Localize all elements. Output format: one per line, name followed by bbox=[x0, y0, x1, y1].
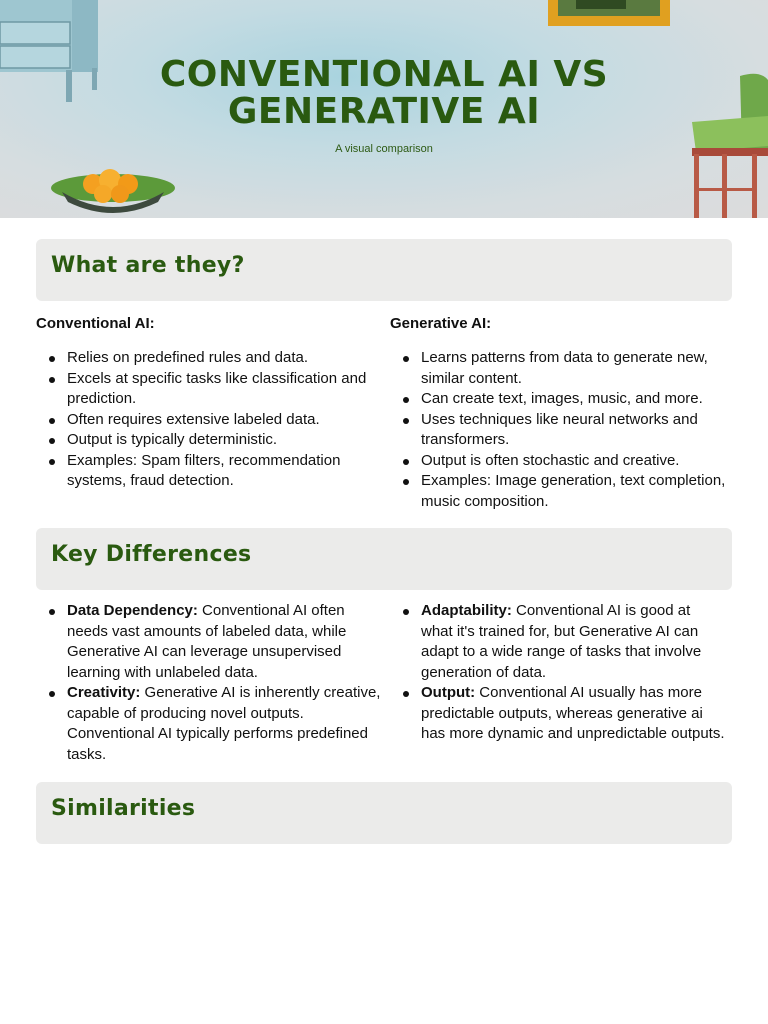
list-item: Can create text, images, music, and more. bbox=[390, 389, 730, 410]
list-item bbox=[36, 601, 386, 683]
list-item: Examples: Spam filters, recommendation systems, fraud detection. bbox=[36, 451, 386, 492]
item-text: Conventional AI is good at what it's trained for, but Generative AI can adapt to a wide range of tasks that involve generation of data. bbox=[421, 602, 702, 681]
list-item: Excels at specific tasks like classification and prediction. bbox=[36, 369, 386, 410]
page-subtitle: A visual comparison bbox=[335, 143, 433, 155]
list-item: Output is often stochastic and creative. bbox=[390, 451, 730, 472]
section-header-what bbox=[36, 239, 732, 301]
list-item: Often requires extensive labeled data. bbox=[36, 410, 386, 431]
conventional-ai-list bbox=[36, 348, 386, 492]
generative-ai-list bbox=[390, 348, 730, 512]
list-item: Examples: Image generation, text completion, music composition. bbox=[390, 471, 730, 512]
item-text: Conventional AI usually has more predictable outputs, whereas generative ai has more dynamic and unpredictable outputs. bbox=[421, 684, 725, 742]
section-title: Similarities bbox=[51, 796, 196, 821]
picture-frame-illustration bbox=[546, 0, 672, 28]
item-text: Generative AI is inherently creative, capable of producing novel outputs. Conventional AI typically performs predefined tasks. bbox=[67, 684, 381, 763]
section-header-similarities bbox=[36, 782, 732, 844]
list-item: Uses techniques like neural networks and transformers. bbox=[390, 410, 730, 451]
section-title: What are they? bbox=[51, 253, 245, 278]
item-label: Creativity: bbox=[67, 684, 141, 701]
differences-left-list bbox=[36, 601, 386, 765]
item-label: Output: bbox=[421, 684, 476, 701]
item-text: Conventional AI often needs vast amounts of labeled data, while Generative AI can leverage unsupervised learning with unlabeled data. bbox=[67, 602, 347, 681]
list-item: Learns patterns from data to generate new, similar content. bbox=[390, 348, 730, 389]
section-title: Key Differences bbox=[51, 542, 252, 567]
list-item bbox=[390, 601, 725, 683]
list-item bbox=[390, 683, 725, 745]
list-item bbox=[36, 683, 386, 765]
generative-ai-heading: Generative AI: bbox=[390, 315, 492, 332]
item-label: Data Dependency: bbox=[67, 602, 198, 619]
section-header-differences bbox=[36, 528, 732, 590]
fruit-bowl-illustration bbox=[48, 166, 178, 218]
list-item: Relies on predefined rules and data. bbox=[36, 348, 386, 369]
conventional-ai-heading: Conventional AI: bbox=[36, 315, 155, 332]
hero-banner bbox=[0, 0, 768, 218]
list-item: Output is typically deterministic. bbox=[36, 430, 386, 451]
differences-right-list bbox=[390, 601, 725, 745]
item-label: Adaptability: bbox=[421, 602, 512, 619]
page-title: CONVENTIONAL AI VS GENERATIVE AI bbox=[159, 54, 609, 132]
